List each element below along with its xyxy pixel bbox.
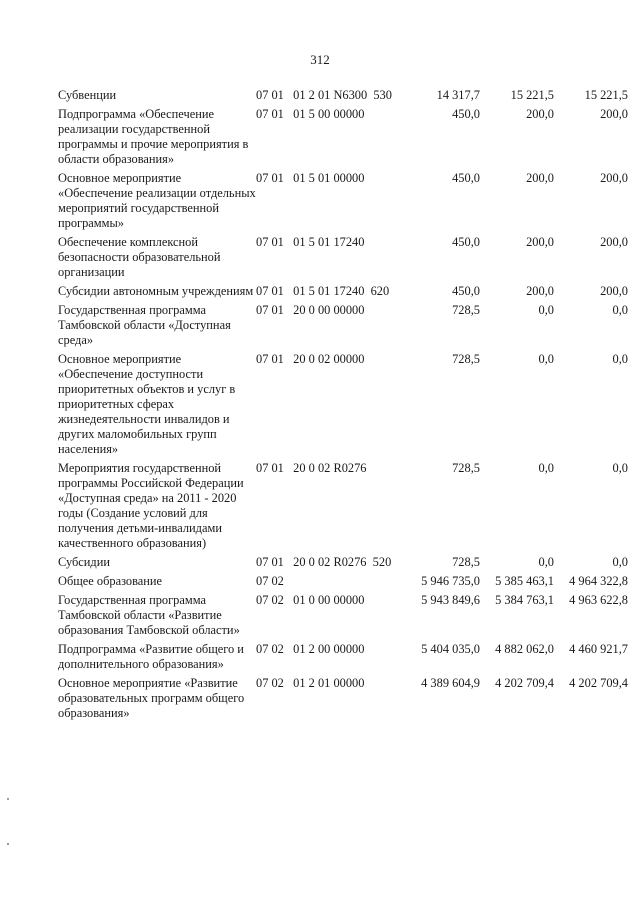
table-row bbox=[58, 555, 628, 574]
row-name: Государственная программа Тамбовской области «Развитие образования Тамбовской области» bbox=[58, 593, 240, 637]
row-value-3: 200,0 bbox=[600, 171, 628, 185]
row-value-3: 200,0 bbox=[600, 235, 628, 249]
table-row bbox=[58, 303, 628, 352]
budget-table bbox=[58, 88, 628, 725]
row-value-1: 5 943 849,6 bbox=[421, 593, 480, 607]
row-code: 07 02 bbox=[256, 574, 284, 588]
row-value-2: 200,0 bbox=[526, 235, 554, 249]
table-row bbox=[58, 235, 628, 284]
table-row bbox=[58, 642, 628, 676]
row-name: Основное мероприятие «Обеспечение доступности приоритетных объектов и услуг в приоритетных сферах жизнедеятельности инвалидов и других маломобильных групп населения» bbox=[58, 352, 236, 456]
row-code: 07 01 20 0 02 R0276 520 bbox=[256, 555, 392, 569]
row-code: 07 01 20 0 02 00000 bbox=[256, 352, 365, 366]
table-row bbox=[58, 284, 628, 303]
table-row bbox=[58, 171, 628, 235]
row-code: 07 01 01 5 00 00000 bbox=[256, 107, 365, 121]
row-value-3: 4 963 622,8 bbox=[569, 593, 628, 607]
row-code: 07 01 01 5 01 17240 620 bbox=[256, 284, 390, 298]
row-value-2: 5 385 463,1 bbox=[495, 574, 554, 588]
row-code: 07 01 20 0 02 R0276 bbox=[256, 461, 367, 475]
row-value-1: 450,0 bbox=[452, 284, 480, 298]
row-name: Подпрограмма «Развитие общего и дополнительного образования» bbox=[58, 642, 244, 671]
row-value-1: 728,5 bbox=[452, 555, 480, 569]
row-name: Основное мероприятие «Развитие образовательных программ общего образования» bbox=[58, 676, 245, 720]
row-value-1: 4 389 604,9 bbox=[421, 676, 480, 690]
row-name: Общее образование bbox=[58, 574, 163, 588]
scan-speck bbox=[7, 798, 9, 800]
page-number: 312 bbox=[310, 52, 330, 67]
row-value-1: 728,5 bbox=[452, 303, 480, 317]
row-value-3: 4 202 709,4 bbox=[569, 676, 628, 690]
table-row bbox=[58, 574, 628, 593]
row-value-3: 0,0 bbox=[612, 303, 628, 317]
table-row bbox=[58, 107, 628, 171]
row-code: 07 02 01 2 00 00000 bbox=[256, 642, 365, 656]
row-name: Субсидии bbox=[58, 555, 110, 569]
row-value-2: 0,0 bbox=[538, 352, 554, 366]
row-name: Подпрограмма «Обеспечение реализации государственной программы и прочие мероприятия в области образования» bbox=[58, 107, 249, 166]
row-value-2: 0,0 bbox=[538, 303, 554, 317]
row-value-1: 728,5 bbox=[452, 461, 480, 475]
row-value-2: 200,0 bbox=[526, 284, 554, 298]
row-name: Обеспечение комплексной безопасности образовательной организации bbox=[58, 235, 221, 279]
row-value-2: 0,0 bbox=[538, 461, 554, 475]
row-value-3: 0,0 bbox=[612, 555, 628, 569]
row-value-1: 450,0 bbox=[452, 171, 480, 185]
row-value-3: 4 460 921,7 bbox=[569, 642, 628, 656]
row-code: 07 01 01 5 01 17240 bbox=[256, 235, 365, 249]
table-row bbox=[58, 461, 628, 555]
row-name: Государственная программа Тамбовской области «Доступная среда» bbox=[58, 303, 231, 347]
row-value-3: 0,0 bbox=[612, 461, 628, 475]
row-value-3: 4 964 322,8 bbox=[569, 574, 628, 588]
row-value-3: 15 221,5 bbox=[584, 88, 628, 102]
row-value-2: 5 384 763,1 bbox=[495, 593, 554, 607]
row-value-1: 728,5 bbox=[452, 352, 480, 366]
row-value-2: 4 202 709,4 bbox=[495, 676, 554, 690]
row-value-1: 450,0 bbox=[452, 235, 480, 249]
row-code: 07 01 01 5 01 00000 bbox=[256, 171, 365, 185]
row-name: Субсидии автономным учреждениям bbox=[58, 284, 254, 298]
row-code: 07 01 20 0 00 00000 bbox=[256, 303, 365, 317]
row-name: Субвенции bbox=[58, 88, 117, 102]
scan-speck bbox=[7, 843, 9, 845]
row-value-1: 450,0 bbox=[452, 107, 480, 121]
row-code: 07 02 01 2 01 00000 bbox=[256, 676, 365, 690]
row-name: Мероприятия государственной программы Российской Федерации «Доступная среда» на 2011 - 2020 годы (Создание условий для получения детьми-инвалидами качественного образования) bbox=[58, 461, 244, 550]
table-row bbox=[58, 593, 628, 642]
row-value-2: 15 221,5 bbox=[510, 88, 554, 102]
table-row bbox=[58, 676, 628, 725]
row-value-3: 0,0 bbox=[612, 352, 628, 366]
row-value-3: 200,0 bbox=[600, 107, 628, 121]
row-value-2: 200,0 bbox=[526, 107, 554, 121]
row-value-2: 200,0 bbox=[526, 171, 554, 185]
row-name: Основное мероприятие «Обеспечение реализации отдельных мероприятий государственной программы» bbox=[58, 171, 256, 230]
row-code: 07 01 01 2 01 N6300 530 bbox=[256, 88, 392, 102]
table-row bbox=[58, 352, 628, 461]
row-value-1: 5 404 035,0 bbox=[421, 642, 480, 656]
row-value-2: 0,0 bbox=[538, 555, 554, 569]
row-value-2: 4 882 062,0 bbox=[495, 642, 554, 656]
table-row bbox=[58, 88, 628, 107]
row-value-1: 5 946 735,0 bbox=[421, 574, 480, 588]
row-code: 07 02 01 0 00 00000 bbox=[256, 593, 365, 607]
row-value-1: 14 317,7 bbox=[436, 88, 480, 102]
row-value-3: 200,0 bbox=[600, 284, 628, 298]
